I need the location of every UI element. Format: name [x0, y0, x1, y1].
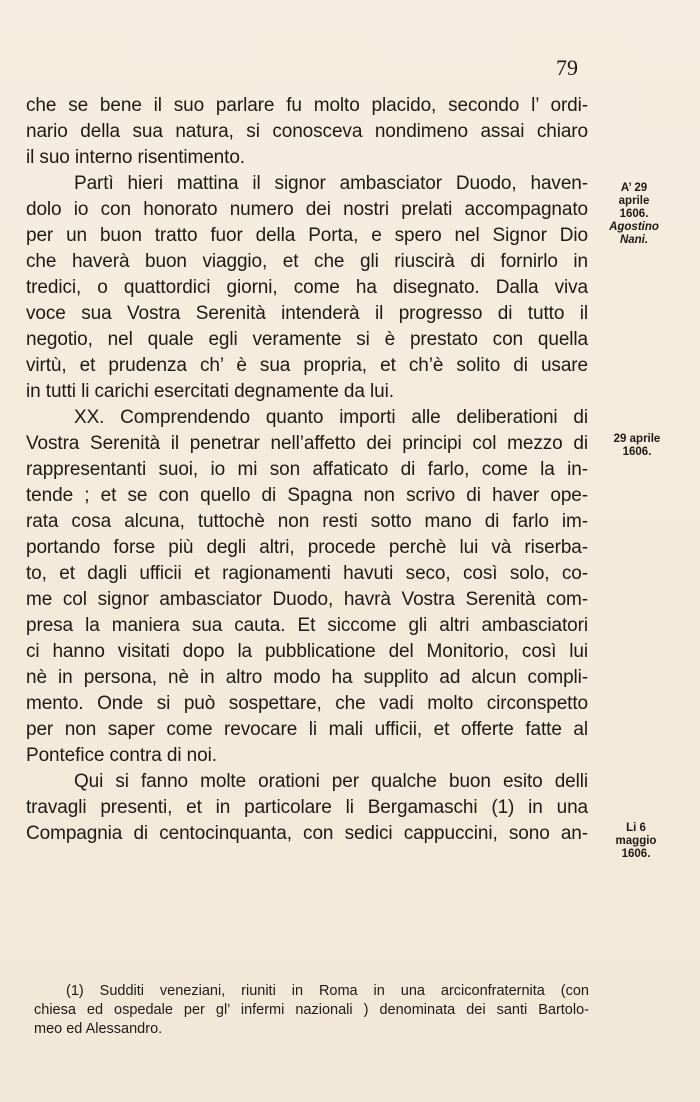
text-line: to, et dagli ufficii et ragionamenti havuti seco, così solo, co-	[26, 563, 588, 584]
text-line: il suo interno risentimento.	[26, 147, 245, 168]
margin-note-line: 1606.	[622, 446, 652, 458]
text-line: tende ; et se con quello di Spagna non scrivo di haver ope-	[26, 485, 588, 506]
margin-note-line: Li 6	[626, 822, 646, 834]
text-line: portando forse più degli altri, procede perchè lui và riserba-	[26, 537, 588, 558]
footnote-line: (1) Sudditi veneziani, riuniti in Roma in una arciconfraternita (con	[66, 983, 589, 999]
text-line: che haverà buon viaggio, et che gli riuscirà di fornirlo in	[26, 251, 588, 272]
margin-note-line: 1606.	[619, 208, 649, 220]
text-line: nè in persona, nè in altro modo ha supplito ad alcun compli-	[26, 667, 588, 688]
margin-note	[606, 822, 666, 861]
text-line: Compagnia di centocinquanta, con sedici cappuccini, sono an-	[26, 823, 588, 844]
text-line: voce sua Vostra Serenità intenderà il progresso di tutto il	[26, 303, 588, 324]
margin-note-line: Agostino	[609, 221, 659, 233]
margin-note-line: aprile	[618, 195, 650, 207]
text-line: mento. Onde si può sospettare, che vadi molto circonspetto	[26, 693, 588, 714]
text-line: negotio, nel quale egli veramente si è prestato con quella	[26, 329, 588, 350]
text-line: che se bene il suo parlare fu molto placido, secondo l’ ordi-	[26, 95, 588, 116]
text-line: rata cosa alcuna, tuttochè non resti sotto mano di farlo im-	[26, 511, 588, 532]
footnote	[34, 982, 589, 1039]
text-line: virtù, et prudenza ch’ è sua propria, et ch’è solito di usare	[26, 355, 588, 376]
text-line: travagli presenti, et in particolare li Bergamaschi (1) in una	[26, 797, 588, 818]
footnote-line: chiesa ed ospedale per gl’ infermi nazionali ) denominata dei santi Bartolo-	[34, 1002, 589, 1018]
margin-note-line: Nani.	[619, 234, 649, 246]
margin-note-line: 29 aprile	[613, 433, 661, 445]
text-line: Partì hieri mattina il signor ambasciator Duodo, haven-	[74, 173, 588, 194]
text-line: per non saper come revocare li mali ufficii, et offerte fatte al	[26, 719, 588, 740]
text-line: Qui si fanno molte orationi per qualche buon esito delli	[74, 771, 588, 792]
text-line: me col signor ambasciator Duodo, havrà Vostra Serenità com-	[26, 589, 588, 610]
text-line: dolo io con honorato numero dei nostri prelati accompagnato	[26, 199, 588, 220]
text-line: in tutti li carichi esercitati degnamente da lui.	[26, 381, 394, 402]
margin-note-line: maggio	[615, 835, 657, 847]
main-text	[26, 93, 588, 847]
footnote-line: meo ed Alessandro.	[34, 1021, 163, 1037]
margin-note-line: A’ 29	[620, 182, 648, 194]
text-line: Vostra Serenità il penetrar nell’affetto dei principi col mezzo di	[26, 433, 588, 454]
text-line: nario della sua natura, si conosceva nondimeno assai chiaro	[26, 121, 588, 142]
margin-note	[600, 433, 674, 459]
margin-note	[603, 182, 665, 247]
margin-note-line: 1606.	[621, 848, 651, 860]
page-number: 79	[556, 55, 578, 80]
text-line: tredici, o quattordici giorni, come ha disegnato. Dalla viva	[26, 277, 588, 298]
text-line: XX. Comprendendo quanto importi alle deliberationi di	[74, 407, 588, 428]
text-line: presa la maniera sua cauta. Et siccome gli altri ambasciatori	[26, 615, 588, 636]
text-line: per un buon tratto fuor della Porta, e spero nel Signor Dio	[26, 225, 588, 246]
text-line: Pontefice contra di noi.	[26, 745, 217, 766]
text-line: ci hanno visitati dopo la pubblicatione del Monitorio, così lui	[26, 641, 588, 662]
text-line: rappresentanti suoi, io mi son affaticato di farlo, come la in-	[26, 459, 588, 480]
